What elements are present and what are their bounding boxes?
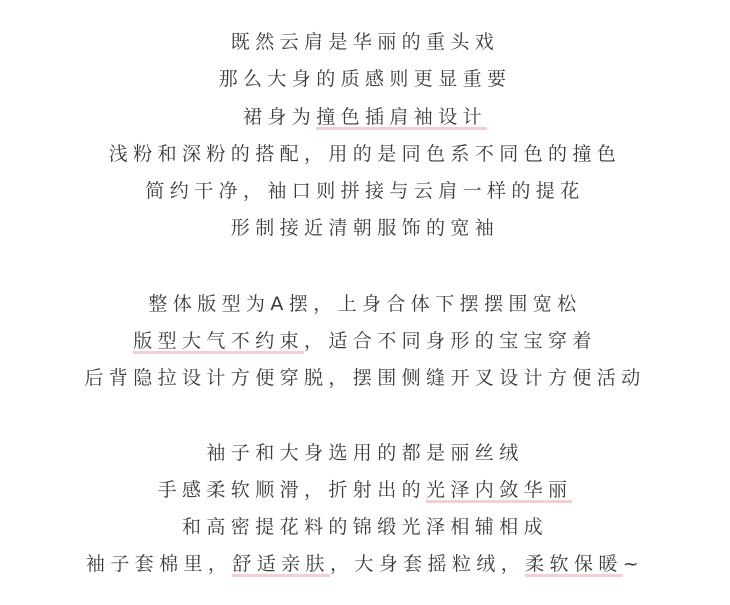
line-text: 浅粉和深粉的搭配，用的是同色系不同色的撞色 bbox=[108, 143, 622, 165]
highlighted-phrase: 舒适亲肤 bbox=[232, 553, 330, 575]
line-text: 袖子和大身选用的都是丽丝绒 bbox=[206, 442, 524, 464]
text-line bbox=[0, 105, 730, 129]
line-text: 裙身为 bbox=[242, 106, 317, 128]
line-text: 那么大身的质感则更显重要 bbox=[218, 68, 512, 90]
line-text: 既然云肩是华丽的重头戏 bbox=[230, 31, 500, 53]
text-line bbox=[0, 552, 730, 576]
text-line bbox=[0, 216, 730, 240]
text-line bbox=[0, 478, 730, 502]
line-text: 后背隐拉设计方便穿脱，摆围侧缝开叉设计方便活动 bbox=[84, 367, 646, 389]
text-line bbox=[0, 292, 730, 316]
line-text: 袖子套棉里， bbox=[85, 553, 233, 575]
line-text: ，适合不同身形的宝宝穿着 bbox=[304, 330, 597, 352]
text-line bbox=[0, 366, 730, 390]
line-text: 简约干净，袖口则拼接与云肩一样的提花 bbox=[145, 180, 585, 202]
text-line bbox=[0, 441, 730, 465]
line-text: 形制接近清朝服饰的宽袖 bbox=[230, 217, 500, 239]
line-text: 手感柔软顺滑，折射出的 bbox=[157, 479, 426, 501]
text-line bbox=[0, 67, 730, 91]
highlighted-phrase: 光泽内敛华丽 bbox=[426, 479, 573, 501]
line-text: 和高密提花料的锦缎光泽相辅相成 bbox=[181, 516, 548, 538]
text-line bbox=[0, 329, 730, 353]
text-line bbox=[0, 30, 730, 54]
highlighted-phrase: 柔软保暖 bbox=[525, 553, 623, 575]
line-text: 整体版型为A摆，上身合体下摆摆围宽松 bbox=[148, 293, 582, 315]
text-line bbox=[0, 515, 730, 539]
highlighted-phrase: 撞色插肩袖设计 bbox=[316, 106, 487, 128]
text-line bbox=[0, 179, 730, 203]
text-line bbox=[0, 142, 730, 166]
line-text: ，大身套摇粒绒， bbox=[329, 553, 526, 575]
line-text: ~ bbox=[622, 553, 645, 575]
highlighted-phrase: 版型大气不约束 bbox=[133, 330, 304, 352]
